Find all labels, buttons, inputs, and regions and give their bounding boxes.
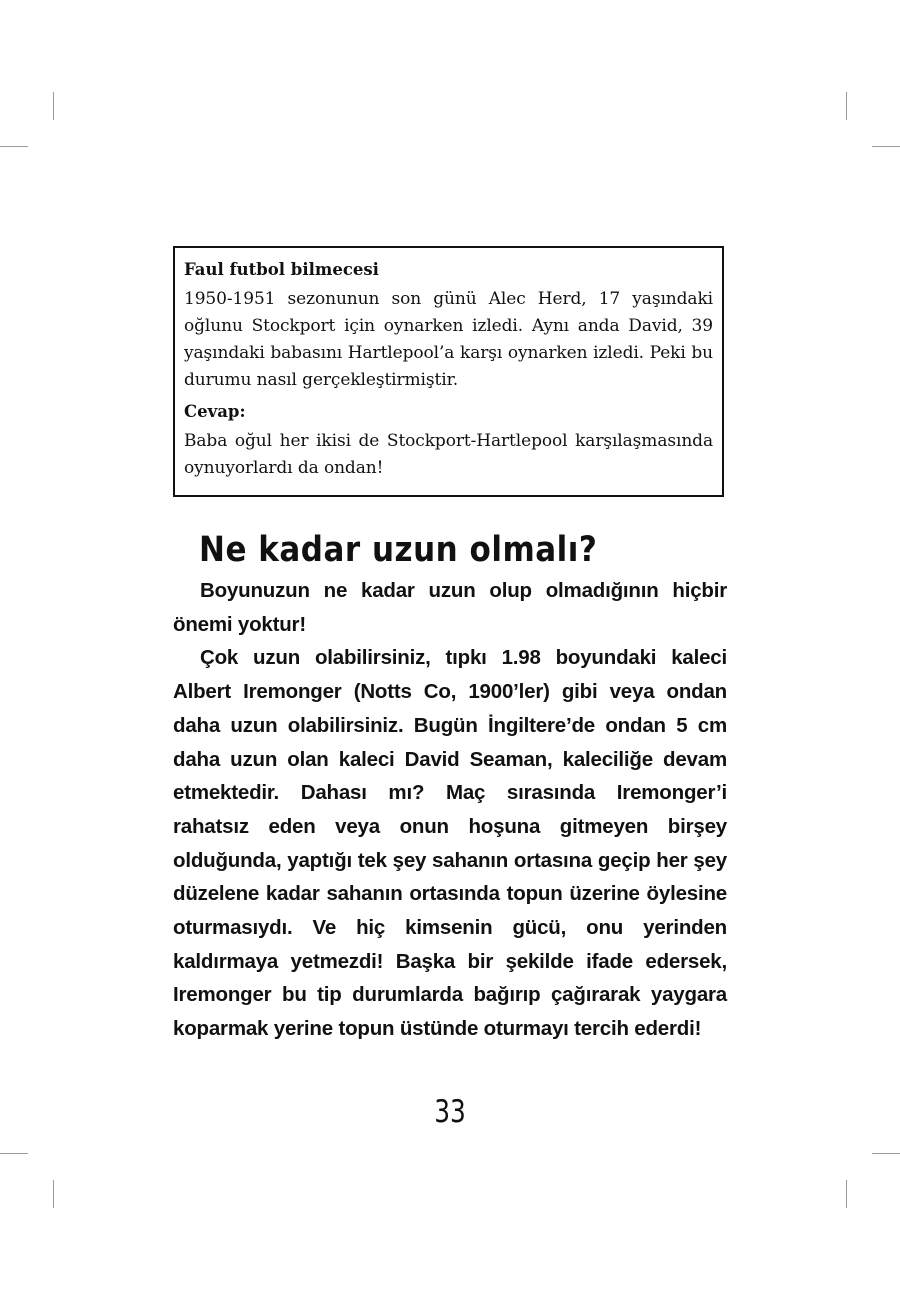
crop-mark-top-left-horizontal [0,146,28,147]
crop-mark-top-left-vertical [53,92,54,120]
page-number: 33 [434,1094,466,1130]
paragraph: Çok uzun olabilirsiniz, tıpkı 1.98 boyundaki kaleci Albert Iremonger (Notts Co, 1900’ler) gibi veya ondan daha uzun olabilirsiniz. Bugün İngiltere’de ondan 5 cm daha uzun olan kaleci David Seaman, kaleciliğe devam etmektedir. Dahası mı? Maç sırasında Iremonger’i rahatsız eden veya onun hoşuna gitmeyen birşey olduğunda, yaptığı tek şey sahanın ortasına geçip her şey düzelene kadar sahanın ortasında topun üzerine öylesine oturmasıydı. Ve hiç kimsenin gücü, onu yerinden kaldırmaya yetmezdi! Başka bir şekilde ifade edersek, Iremonger bu tip durumlarda bağırıp çağırarak yaygara koparmak yerine topun üstünde oturmayı tercih ederdi! [173,646,727,1041]
crop-mark-bottom-right-vertical [846,1180,847,1208]
crop-mark-top-right-horizontal [872,146,900,147]
riddle-answer: Baba oğul her ikisi de Stockport-Hartlepool karşılaşmasında oynuyorlardı da ondan! [184,431,713,478]
section-heading: Ne kadar uzun olmalı? [199,529,598,570]
body-text [173,574,727,1046]
crop-mark-bottom-right-horizontal [872,1153,900,1154]
riddle-box [173,246,724,497]
crop-mark-bottom-left-horizontal [0,1153,28,1154]
answer-title: Cevap: [184,402,246,421]
riddle-question: 1950-1951 sezonunun son günü Alec Herd, 17 yaşındaki oğlunu Stockport için oynarken izledi. Aynı anda David, 39 yaşındaki babasını Hartlepool’a karşı oynarken izledi. Peki bu durumu nasıl gerçekleştirmiştir. [184,289,713,390]
paragraph: Boyunuzun ne kadar uzun olup olmadığının hiçbir önemi yoktur! [173,579,727,636]
crop-mark-bottom-left-vertical [53,1180,54,1208]
riddle-title: Faul futbol bilmecesi [184,260,379,279]
crop-mark-top-right-vertical [846,92,847,120]
